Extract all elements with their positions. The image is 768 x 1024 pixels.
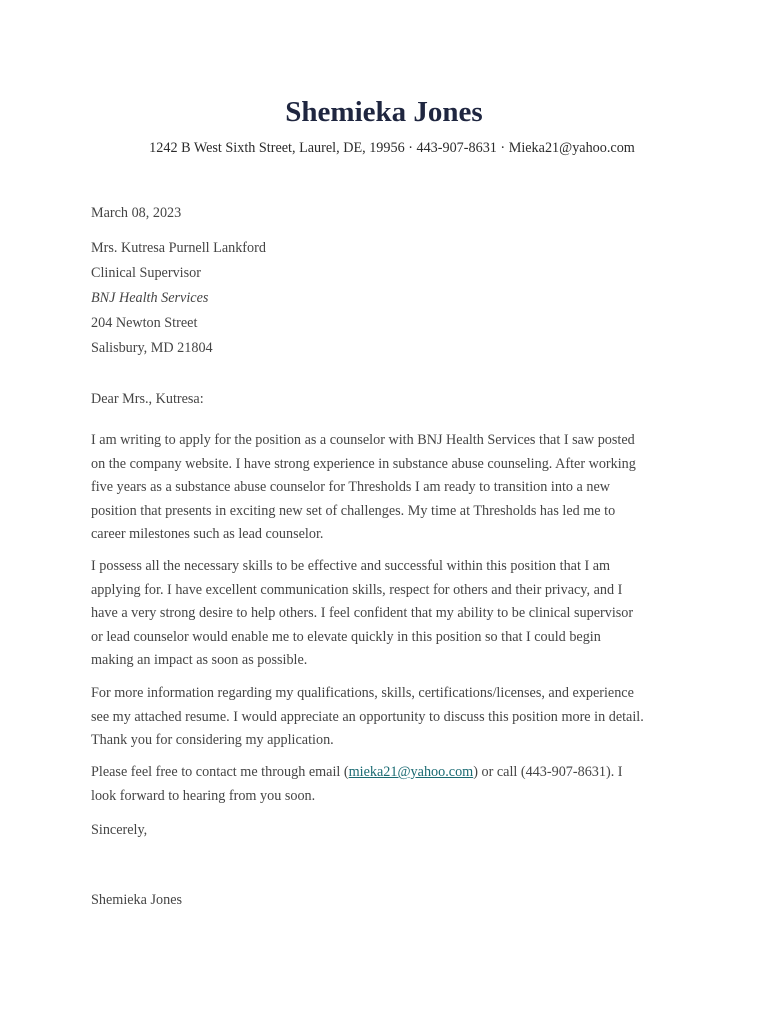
recipient-title: Clinical Supervisor — [91, 265, 201, 281]
paragraph-line: For more information regarding my qualifications, skills, certifications/licenses, and experience — [91, 685, 634, 701]
paragraph-line: making an impact as soon as possible. — [91, 652, 308, 668]
paragraph-line: Thank you for considering my application. — [91, 732, 334, 748]
paragraph-line: position that presents in exciting new set of challenges. My time at Thresholds has led me to — [91, 502, 616, 519]
paragraph-line — [91, 761, 691, 785]
recipient-city: Salisbury, MD 21804 — [91, 340, 213, 356]
contact-text-after: ) or call (443-907-8631). I — [473, 764, 623, 780]
letter-date: March 08, 2023 — [91, 205, 182, 221]
paragraph-line: career milestones such as lead counselor. — [91, 526, 324, 542]
recipient-street: 204 Newton Street — [91, 315, 198, 331]
paragraph-2 — [91, 555, 691, 673]
closing: Sincerely, — [91, 822, 148, 838]
paragraph-line: look forward to hearing from you soon. — [91, 787, 316, 804]
applicant-name: Shemieka Jones — [285, 96, 483, 128]
paragraph-line: five years as a substance abuse counselor for Thresholds I am ready to transition into a new — [91, 479, 611, 495]
recipient-company: BNJ Health Services — [91, 290, 209, 306]
email-link[interactable]: mieka21@yahoo.com — [348, 764, 474, 780]
signature-name: Shemieka Jones — [91, 892, 183, 908]
recipient-name: Mrs. Kutresa Purnell Lankford — [91, 240, 266, 256]
paragraph-line: on the company website. I have strong experience in substance abuse counseling. After working — [91, 455, 636, 472]
paragraph-3 — [91, 682, 691, 753]
paragraph-line: or lead counselor would enable me to elevate quickly in this position so that I could begin — [91, 628, 601, 645]
paragraph-line: I possess all the necessary skills to be effective and successful within this position that I am — [91, 558, 611, 574]
contact-info: 1242 B West Sixth Street, Laurel, DE, 19956 · 443-907-8631 · Mieka21@yahoo.com — [149, 140, 635, 156]
paragraph-line: see my attached resume. I would appreciate an opportunity to discuss this position more in detail. — [91, 708, 644, 725]
salutation: Dear Mrs., Kutresa: — [91, 391, 204, 407]
contact-text-before: Please feel free to contact me through email ( — [91, 764, 349, 780]
paragraph-line: have a very strong desire to help others. I feel confident that my ability to be clinical supervisor — [91, 605, 634, 621]
paragraph-line: applying for. I have excellent communication skills, respect for others and their privacy, and I — [91, 581, 623, 598]
paragraph-1 — [91, 429, 691, 547]
paragraph-line: I am writing to apply for the position as a counselor with BNJ Health Services that I saw posted — [91, 432, 635, 448]
paragraph-4 — [91, 761, 691, 808]
recipient-block — [91, 236, 691, 361]
